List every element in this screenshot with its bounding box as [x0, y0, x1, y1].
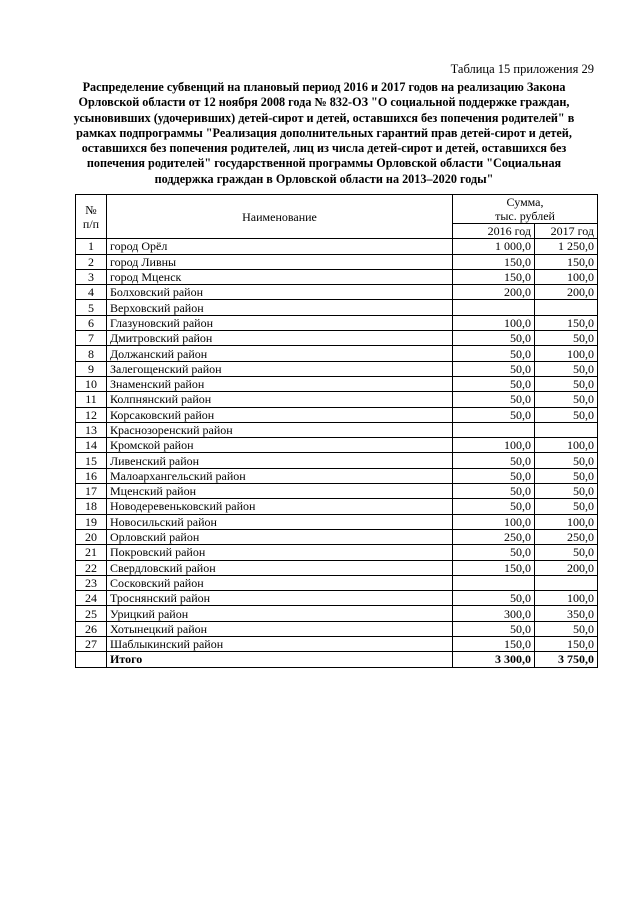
column-header-number-line1: № — [85, 202, 97, 217]
table-row — [76, 637, 598, 652]
total-2016: 3 300,0 — [453, 652, 535, 667]
table-row — [76, 346, 598, 361]
table-row — [76, 438, 598, 453]
row-number: 5 — [76, 300, 107, 315]
row-number: 9 — [76, 361, 107, 376]
table-body — [76, 239, 598, 652]
row-value-2017: 100,0 — [535, 514, 598, 529]
row-number: 26 — [76, 621, 107, 636]
row-name: город Орёл — [107, 239, 453, 254]
row-value-2016: 150,0 — [453, 560, 535, 575]
row-value-2017: 350,0 — [535, 606, 598, 621]
subvention-table — [75, 194, 598, 668]
row-value-2017: 150,0 — [535, 315, 598, 330]
table-row — [76, 499, 598, 514]
table-row — [76, 591, 598, 606]
row-value-2016: 50,0 — [453, 468, 535, 483]
row-name: Залегощенский район — [107, 361, 453, 376]
row-value-2016: 150,0 — [453, 269, 535, 284]
table-row — [76, 453, 598, 468]
row-value-2016: 300,0 — [453, 606, 535, 621]
row-value-2016: 50,0 — [453, 591, 535, 606]
row-value-2017: 50,0 — [535, 545, 598, 560]
row-value-2016: 50,0 — [453, 331, 535, 346]
row-value-2017: 50,0 — [535, 468, 598, 483]
table-row — [76, 606, 598, 621]
row-value-2016: 50,0 — [453, 361, 535, 376]
row-name: Должанский район — [107, 346, 453, 361]
row-value-2017: 50,0 — [535, 392, 598, 407]
row-value-2017: 50,0 — [535, 376, 598, 391]
row-number: 18 — [76, 499, 107, 514]
row-number: 2 — [76, 254, 107, 269]
row-name: Троснянский район — [107, 591, 453, 606]
document-title: Распределение субвенций на плановый период 2016 и 2017 годов на реализацию Закона Орловской области от 12 ноября 2008 года № 832-ОЗ "О социальной поддержке граждан, усыновивших (удочеривших) детей-сирот и детей, оставшихся без попечения родителей" в рамках подпрограммы "Реализация дополнительных гарантий прав детей-сирот и детей, оставшихся без попечения родителей, лиц из числа детей-сирот и детей, оставшихся без попечения родителей" государственной программы Орловской области "Социальная поддержка граждан в Орловской области на 2013–2020 годы" — [73, 80, 575, 186]
row-name: Краснозоренский район — [107, 422, 453, 437]
row-value-2016: 50,0 — [453, 392, 535, 407]
row-value-2016: 50,0 — [453, 453, 535, 468]
row-value-2017: 150,0 — [535, 254, 598, 269]
row-name: Малоархангельский район — [107, 468, 453, 483]
row-number: 24 — [76, 591, 107, 606]
row-value-2016: 1 000,0 — [453, 239, 535, 254]
row-number: 22 — [76, 560, 107, 575]
table-row — [76, 376, 598, 391]
row-name: Урицкий район — [107, 606, 453, 621]
appendix-label: Таблица 15 приложения 29 — [450, 62, 594, 76]
row-value-2017: 50,0 — [535, 453, 598, 468]
row-value-2016: 100,0 — [453, 514, 535, 529]
row-value-2017 — [535, 300, 598, 315]
row-value-2016: 100,0 — [453, 438, 535, 453]
table-row — [76, 285, 598, 300]
table-row — [76, 545, 598, 560]
row-value-2017 — [535, 422, 598, 437]
column-header-sum-line1: Сумма, — [506, 195, 544, 209]
table-row — [76, 300, 598, 315]
row-value-2017: 1 250,0 — [535, 239, 598, 254]
row-value-2016 — [453, 422, 535, 437]
table-row — [76, 239, 598, 254]
row-value-2017: 50,0 — [535, 484, 598, 499]
table-row — [76, 514, 598, 529]
row-name: Орловский район — [107, 529, 453, 544]
row-name: Болховский район — [107, 285, 453, 300]
row-value-2017: 100,0 — [535, 269, 598, 284]
table-row — [76, 484, 598, 499]
row-number: 21 — [76, 545, 107, 560]
table-row — [76, 529, 598, 544]
row-number: 8 — [76, 346, 107, 361]
row-number: 16 — [76, 468, 107, 483]
table-total-row — [76, 652, 598, 667]
table-row — [76, 331, 598, 346]
row-name: Верховский район — [107, 300, 453, 315]
row-value-2016: 50,0 — [453, 621, 535, 636]
row-name: Колпнянский район — [107, 392, 453, 407]
row-number: 12 — [76, 407, 107, 422]
row-name: Корсаковский район — [107, 407, 453, 422]
row-name: Глазуновский район — [107, 315, 453, 330]
row-value-2017 — [535, 575, 598, 590]
row-number: 6 — [76, 315, 107, 330]
row-name: Шаблыкинский район — [107, 637, 453, 652]
row-number: 3 — [76, 269, 107, 284]
column-header-sum-line2: тыс. рублей — [495, 209, 555, 223]
row-name: Хотынецкий район — [107, 621, 453, 636]
row-name: Мценский район — [107, 484, 453, 499]
table-header-row — [76, 195, 598, 224]
total-number-cell — [76, 652, 107, 667]
row-number: 25 — [76, 606, 107, 621]
row-number: 27 — [76, 637, 107, 652]
row-number: 23 — [76, 575, 107, 590]
column-header-number-line2: п/п — [82, 216, 100, 231]
row-number: 11 — [76, 392, 107, 407]
table-row — [76, 560, 598, 575]
row-value-2017: 200,0 — [535, 285, 598, 300]
column-header-name: Наименование — [107, 195, 453, 239]
row-value-2016: 50,0 — [453, 346, 535, 361]
table-row — [76, 315, 598, 330]
row-value-2016: 200,0 — [453, 285, 535, 300]
row-value-2016: 50,0 — [453, 499, 535, 514]
row-number: 15 — [76, 453, 107, 468]
row-name: Кромской район — [107, 438, 453, 453]
table-row — [76, 254, 598, 269]
row-value-2016 — [453, 300, 535, 315]
row-value-2017: 250,0 — [535, 529, 598, 544]
row-value-2016: 150,0 — [453, 254, 535, 269]
row-value-2016: 50,0 — [453, 407, 535, 422]
row-number: 4 — [76, 285, 107, 300]
row-value-2016: 150,0 — [453, 637, 535, 652]
row-name: Новосильский район — [107, 514, 453, 529]
row-value-2016: 50,0 — [453, 484, 535, 499]
table-row — [76, 361, 598, 376]
row-value-2017: 200,0 — [535, 560, 598, 575]
row-name: Покровский район — [107, 545, 453, 560]
column-header-sum — [453, 195, 598, 224]
row-number: 20 — [76, 529, 107, 544]
row-value-2017: 50,0 — [535, 407, 598, 422]
row-name: Дмитровский район — [107, 331, 453, 346]
row-name: Свердловский район — [107, 560, 453, 575]
row-value-2017: 100,0 — [535, 591, 598, 606]
row-name: город Ливны — [107, 254, 453, 269]
row-number: 1 — [76, 239, 107, 254]
row-number: 13 — [76, 422, 107, 437]
row-value-2016: 50,0 — [453, 376, 535, 391]
table-row — [76, 407, 598, 422]
row-number: 17 — [76, 484, 107, 499]
row-number: 10 — [76, 376, 107, 391]
total-2017: 3 750,0 — [535, 652, 598, 667]
row-value-2016: 250,0 — [453, 529, 535, 544]
column-header-2016: 2016 год — [453, 224, 535, 239]
row-number: 19 — [76, 514, 107, 529]
row-number: 14 — [76, 438, 107, 453]
row-name: Новодеревеньковский район — [107, 499, 453, 514]
row-value-2017: 50,0 — [535, 361, 598, 376]
row-value-2016: 50,0 — [453, 545, 535, 560]
row-value-2016 — [453, 575, 535, 590]
row-value-2017: 100,0 — [535, 346, 598, 361]
column-header-2017: 2017 год — [535, 224, 598, 239]
row-number: 7 — [76, 331, 107, 346]
row-name: город Мценск — [107, 269, 453, 284]
table-row — [76, 575, 598, 590]
table-row — [76, 621, 598, 636]
table-row — [76, 392, 598, 407]
row-name: Сосковский район — [107, 575, 453, 590]
row-value-2017: 50,0 — [535, 331, 598, 346]
row-value-2016: 100,0 — [453, 315, 535, 330]
row-name: Ливенский район — [107, 453, 453, 468]
row-value-2017: 100,0 — [535, 438, 598, 453]
row-name: Знаменский район — [107, 376, 453, 391]
table-row — [76, 468, 598, 483]
table-row — [76, 422, 598, 437]
row-value-2017: 150,0 — [535, 637, 598, 652]
row-value-2017: 50,0 — [535, 621, 598, 636]
table-row — [76, 269, 598, 284]
total-label: Итого — [107, 652, 453, 667]
column-header-number — [76, 195, 107, 239]
row-value-2017: 50,0 — [535, 499, 598, 514]
